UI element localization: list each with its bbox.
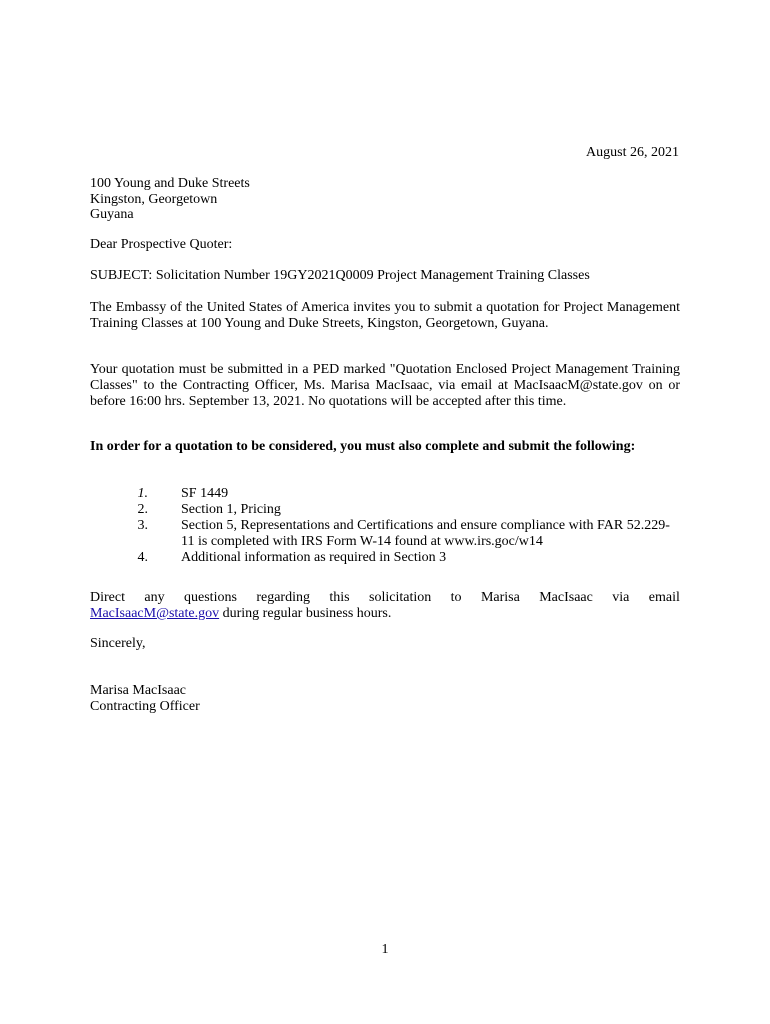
questions-word: via xyxy=(612,590,630,605)
requirements-list xyxy=(90,486,680,566)
questions-word: regarding xyxy=(256,590,310,605)
submission-paragraph: Your quotation must be submitted in a PED marked "Quotation Enclosed Project Management Training Classes" to the Contracting Officer, Ms. Marisa MacIsaac, via email at MacIsaacM@state.gov on or before 16:00 hrs. September 13, 2021. No quotations will be accepted after this time. xyxy=(90,362,680,409)
questions-word: to xyxy=(450,590,462,605)
list-item-text: Section 5, Representations and Certifications and ensure compliance with FAR 52.229-11 is completed with IRS Form W-14 found at www.irs.goc/w14 xyxy=(181,518,670,549)
signature-block xyxy=(90,683,200,715)
invitation-paragraph: The Embassy of the United States of America invites you to submit a quotation for Project Management Training Classes at 100 Young and Duke Streets, Kingston, Georgetown, Guyana. xyxy=(90,300,680,331)
recipient-address xyxy=(90,176,250,223)
subject-line: SUBJECT: Solicitation Number 19GY2021Q0009 Project Management Training Classes xyxy=(90,268,590,283)
questions-word: Marisa xyxy=(480,590,520,605)
address-line-2: Kingston, Georgetown xyxy=(90,191,218,207)
list-item-text: Section 1, Pricing xyxy=(181,502,281,517)
questions-word: this xyxy=(329,590,350,605)
questions-line-1 xyxy=(90,590,680,606)
page-number: 1 xyxy=(381,942,389,957)
address-line-3: Guyana xyxy=(90,207,134,222)
letter-date: August 26, 2021 xyxy=(586,145,679,160)
questions-word: MacIsaac xyxy=(539,590,593,605)
list-item xyxy=(90,518,680,550)
signer-name: Marisa MacIsaac xyxy=(90,683,187,698)
signer-title: Contracting Officer xyxy=(90,699,200,714)
list-item-number: 2. xyxy=(137,502,148,517)
list-item-text: Additional information as required in Section 3 xyxy=(181,550,447,565)
address-line-1: 100 Young and Duke Streets xyxy=(90,176,250,191)
requirements-intro: In order for a quotation to be considered, you must also complete and submit the following: xyxy=(90,439,636,454)
questions-line-2 xyxy=(90,606,680,622)
list-item xyxy=(90,502,680,518)
list-item-number: 1. xyxy=(137,486,148,501)
questions-word: Direct xyxy=(90,590,125,605)
questions-word: solicitation xyxy=(369,590,432,605)
list-item xyxy=(90,550,680,566)
questions-paragraph xyxy=(90,590,680,622)
closing: Sincerely, xyxy=(90,636,146,651)
list-item-text: SF 1449 xyxy=(181,486,229,501)
list-item xyxy=(90,486,680,502)
list-item-number: 3. xyxy=(137,518,148,533)
questions-suffix: during regular business hours. xyxy=(219,606,392,621)
list-item-number: 4. xyxy=(137,550,148,565)
questions-word: questions xyxy=(184,590,237,605)
questions-word: email xyxy=(648,590,680,605)
email-link[interactable]: MacIsaacM@state.gov xyxy=(90,606,220,621)
salutation: Dear Prospective Quoter: xyxy=(90,237,233,252)
questions-word: any xyxy=(144,590,165,605)
